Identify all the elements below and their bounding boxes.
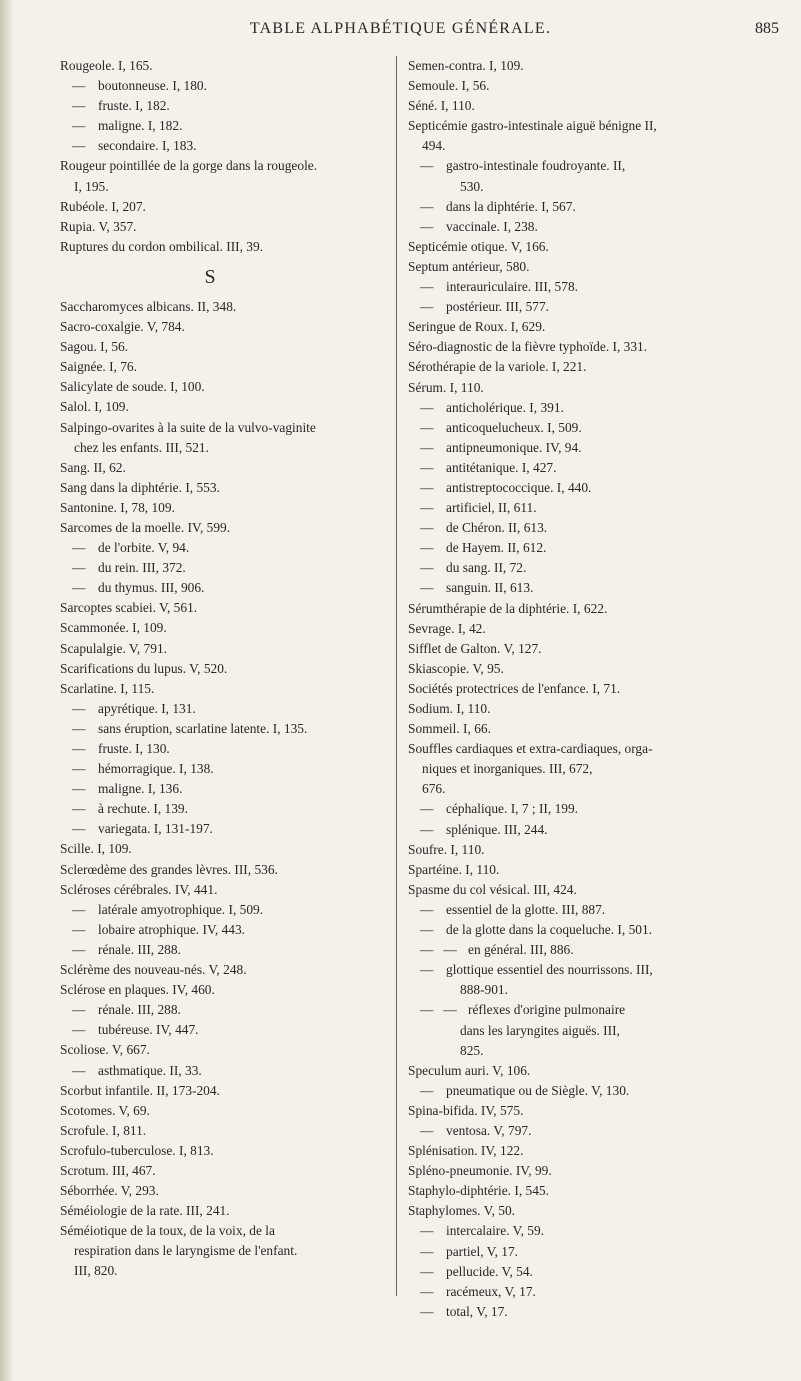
index-entry	[60, 518, 390, 538]
page-number: 885	[755, 20, 779, 37]
index-subentry	[408, 1262, 782, 1282]
entry-continuation: III, 820.	[74, 1263, 118, 1279]
index-entry	[408, 1101, 782, 1121]
index-entry	[60, 337, 390, 357]
entry-text: Salol. I, 109.	[60, 399, 129, 415]
ditto-dash: —	[72, 118, 86, 134]
entry-text: partiel, V, 17.	[446, 1243, 519, 1259]
index-subentry	[60, 1020, 390, 1040]
index-subentry	[408, 438, 782, 458]
index-entry	[60, 237, 390, 257]
entry-text: Scille. I, 109.	[60, 841, 132, 857]
ditto-dash: —	[72, 560, 86, 576]
index-subentry	[60, 719, 390, 739]
index-entry	[408, 1061, 782, 1081]
index-entry	[60, 156, 390, 196]
index-entry	[60, 1040, 390, 1060]
entry-text: variegata. I, 131-197.	[98, 821, 213, 837]
ditto-dash: —	[420, 801, 434, 817]
entry-text: maligne. I, 182.	[98, 118, 183, 134]
index-entry	[60, 1181, 390, 1201]
entry-text: Sclerœdème des grandes lèvres. III, 536.	[60, 861, 278, 877]
entry-text: gastro-intestinale foudroyante. II,	[446, 158, 626, 174]
entry-text: Scléroses cérébrales. IV, 441.	[60, 881, 218, 897]
index-entry	[60, 679, 390, 699]
ditto-dash: —	[420, 218, 434, 234]
index-subentry	[408, 297, 782, 317]
entry-text: Souffles cardiaques et extra-cardiaques, orga-	[408, 741, 653, 757]
entry-text: Scrofule. I, 811.	[60, 1122, 147, 1138]
entry-text: du sang. II, 72.	[446, 560, 527, 576]
index-subentry	[408, 1000, 782, 1060]
index-entry	[60, 458, 390, 478]
entry-text: sans éruption, scarlatine latente. I, 135.	[98, 720, 308, 736]
index-subentry	[408, 940, 782, 960]
index-subentry	[408, 418, 782, 438]
entry-text: vaccinale. I, 238.	[446, 218, 538, 234]
index-entry	[60, 478, 390, 498]
index-subentry	[408, 900, 782, 920]
index-entry	[408, 337, 782, 357]
index-entry	[60, 598, 390, 618]
entry-text: Sociétés protectrices de l'enfance. I, 71.	[408, 680, 621, 696]
entry-text: Staphylomes. V, 50.	[408, 1203, 516, 1219]
entry-text: Sifflet de Galton. V, 127.	[408, 640, 542, 656]
entry-text: Sommeil. I, 66.	[408, 721, 491, 737]
entry-text: Sarcoptes scabiei. V, 561.	[60, 600, 198, 616]
index-subentry	[408, 1081, 782, 1101]
index-entry	[408, 860, 782, 880]
index-subentry	[408, 1121, 782, 1141]
entry-text: Rupia. V, 357.	[60, 218, 137, 234]
ditto-dash: —	[420, 540, 434, 556]
index-subentry	[408, 217, 782, 237]
entry-text: Séro-diagnostic de la fièvre typhoïde. I, 331.	[408, 339, 648, 355]
entry-continuation: 888-901.	[460, 982, 508, 998]
ditto-dash: —	[72, 901, 86, 917]
entry-text: antistreptococcique. I, 440.	[446, 479, 592, 495]
index-entry	[60, 960, 390, 980]
page-edge-shadow	[0, 0, 14, 1381]
ditto-dash: —	[420, 821, 434, 837]
ditto-dash: —	[420, 399, 434, 415]
entry-text: rénale. III, 288.	[98, 1002, 181, 1018]
entry-text: pellucide. V, 54.	[446, 1263, 533, 1279]
entry-text: de Hayem. II, 612.	[446, 540, 547, 556]
entry-text: Sodium. I, 110.	[408, 701, 491, 716]
entry-text: Sang dans la diphtérie. I, 553.	[60, 479, 220, 495]
ditto-dash: —	[72, 801, 86, 817]
index-entry	[60, 197, 390, 217]
index-entry	[60, 317, 390, 337]
ditto-dash: —	[420, 479, 434, 495]
ditto-dash: —	[72, 921, 86, 937]
entry-text: antitétanique. I, 427.	[446, 459, 557, 475]
entry-text: Séméiologie de la rate. III, 241.	[60, 1203, 230, 1219]
entry-text: Scammonée. I, 109.	[60, 620, 167, 636]
entry-text: boutonneuse. I, 180.	[98, 78, 207, 94]
ditto-dash: —	[420, 560, 434, 576]
entry-text: Septicémie gastro-intestinale aiguë bénigne II,	[408, 118, 657, 134]
entry-text: hémorragique. I, 138.	[98, 761, 214, 777]
entry-text: Sclérème des nouveau-nés. V, 248.	[60, 962, 247, 978]
entry-text: Staphylo-diphtérie. I, 545.	[408, 1183, 549, 1199]
entry-text: fruste. I, 130.	[98, 741, 170, 756]
ditto-dash: —	[420, 1303, 434, 1319]
ditto-dash: —	[420, 1223, 434, 1239]
ditto-dash: —	[420, 439, 434, 455]
entry-text: dans la diphtérie. I, 567.	[446, 198, 576, 214]
index-entry	[408, 317, 782, 337]
index-subentry	[408, 478, 782, 498]
index-subentry	[408, 277, 782, 297]
index-entry	[60, 397, 390, 417]
entry-text: Séméiotique de la toux, de la voix, de la	[60, 1223, 275, 1239]
index-entry	[408, 619, 782, 639]
ditto-dash: —	[72, 1002, 86, 1018]
entry-text: artificiel, II, 611.	[446, 500, 537, 516]
ditto-dash: —	[420, 158, 434, 174]
entry-continuation: 494.	[422, 138, 446, 154]
index-entry	[60, 639, 390, 659]
entry-continuation: chez les enfants. III, 521.	[74, 439, 209, 455]
index-entry	[408, 76, 782, 96]
index-entry	[60, 659, 390, 679]
index-subentry	[408, 578, 782, 598]
entry-text: en général. III, 886.	[468, 942, 574, 958]
entry-continuation: dans les laryngites aiguës. III,	[460, 1022, 620, 1038]
ditto-dash: —	[420, 1122, 434, 1138]
index-entry	[60, 56, 390, 76]
index-subentry	[60, 558, 390, 578]
index-subentry	[408, 820, 782, 840]
entry-text: Saignée. I, 76.	[60, 359, 137, 375]
entry-text: de la glotte dans la coqueluche. I, 501.	[446, 922, 652, 938]
ditto-dash: —	[420, 1082, 434, 1098]
entry-text: Santonine. I, 78, 109.	[60, 499, 175, 515]
index-entry	[60, 1081, 390, 1101]
ditto-dash: —	[420, 459, 434, 475]
index-subentry	[408, 518, 782, 538]
ditto-dash: —	[420, 901, 434, 917]
index-subentry	[408, 156, 782, 196]
entry-text: Seringue de Roux. I, 629.	[408, 319, 546, 335]
entry-text: Speculum auri. V, 106.	[408, 1062, 531, 1078]
index-subentry	[408, 1302, 782, 1322]
index-entry	[408, 719, 782, 739]
ditto-dash: —	[72, 821, 86, 837]
entry-text: du thymus. III, 906.	[98, 580, 205, 596]
index-entry	[408, 1201, 782, 1221]
index-subentry	[408, 538, 782, 558]
entry-text: de Chéron. II, 613.	[446, 520, 548, 536]
index-entry	[60, 357, 390, 377]
index-entry	[408, 56, 782, 76]
index-subentry	[408, 398, 782, 418]
ditto-dash: —	[72, 138, 86, 154]
entry-text: Rougeole. I, 165.	[60, 58, 153, 73]
entry-text: anticholérique. I, 391.	[446, 399, 564, 415]
section-letter: S	[204, 265, 216, 288]
index-subentry	[408, 558, 782, 578]
entry-text: Splénisation. IV, 122.	[408, 1143, 524, 1159]
index-subentry	[60, 900, 390, 920]
index-subentry	[408, 1242, 782, 1262]
entry-text: lobaire atrophique. IV, 443.	[98, 921, 246, 937]
index-subentry	[408, 498, 782, 518]
index-subentry	[408, 799, 782, 819]
entry-text: total, V, 17.	[446, 1303, 508, 1319]
running-title: TABLE ALPHABÉTIQUE GÉNÉRALE.	[249, 20, 552, 37]
entry-text: Ruptures du cordon ombilical. III, 39.	[60, 238, 264, 254]
entry-text: Scorbut infantile. II, 173-204.	[60, 1082, 220, 1098]
entry-text: Scarlatine. I, 115.	[60, 680, 155, 696]
entry-text: Séné. I, 110.	[408, 98, 475, 114]
index-entry	[408, 357, 782, 377]
entry-text: Scotomes. V, 69.	[60, 1102, 150, 1118]
index-entry	[60, 297, 390, 317]
entry-text: Scoliose. V, 667.	[60, 1042, 150, 1058]
index-entry	[60, 498, 390, 518]
entry-text: Septum antérieur, 580.	[408, 258, 530, 274]
ditto-dash: —	[420, 580, 434, 596]
index-entry	[408, 1161, 782, 1181]
index-entry	[408, 237, 782, 257]
index-subentry	[60, 1000, 390, 1020]
ditto-dash: —	[420, 520, 434, 536]
index-entry	[60, 1161, 390, 1181]
index-entry	[408, 96, 782, 116]
ditto-dash: — —	[420, 942, 457, 958]
entry-text: interauriculaire. III, 578.	[446, 279, 578, 295]
entry-text: essentiel de la glotte. III, 887.	[446, 901, 606, 917]
entry-text: splénique. III, 244.	[446, 821, 548, 837]
entry-text: Rougeur pointillée de la gorge dans la rougeole.	[60, 158, 318, 174]
ditto-dash: —	[72, 761, 86, 777]
entry-text: asthmatique. II, 33.	[98, 1062, 202, 1078]
entry-text: apyrétique. I, 131.	[98, 700, 196, 716]
ditto-dash: —	[72, 741, 86, 756]
index-entry	[408, 659, 782, 679]
entry-text: Spasme du col vésical. III, 424.	[408, 881, 577, 897]
entry-text: Spina-bifida. IV, 575.	[408, 1102, 524, 1118]
entry-text: Rubéole. I, 207.	[60, 198, 146, 214]
entry-text: postérieur. III, 577.	[446, 299, 550, 315]
ditto-dash: —	[420, 1243, 434, 1259]
index-subentry	[60, 940, 390, 960]
right-column	[408, 56, 782, 1322]
index-entry	[408, 739, 782, 799]
entry-text: pneumatique ou de Siègle. V, 130.	[446, 1082, 630, 1098]
index-entry	[60, 1201, 390, 1221]
page-header	[0, 20, 801, 46]
ditto-dash: —	[72, 98, 86, 114]
entry-text: Sérumthérapie de la diphtérie. I, 622.	[408, 600, 608, 616]
entry-text: antipneumonique. IV, 94.	[446, 439, 582, 455]
index-entry	[408, 257, 782, 277]
ditto-dash: —	[72, 580, 86, 596]
index-subentry	[60, 799, 390, 819]
index-subentry	[408, 960, 782, 1000]
index-subentry	[60, 779, 390, 799]
index-subentry	[60, 759, 390, 779]
entry-text: maligne. I, 136.	[98, 781, 183, 797]
entry-text: ventosa. V, 797.	[446, 1122, 532, 1138]
ditto-dash: —	[420, 1263, 434, 1279]
entry-text: Saccharomyces albicans. II, 348.	[60, 298, 237, 314]
entry-text: Sarcomes de la moelle. IV, 599.	[60, 519, 231, 535]
entry-text: céphalique. I, 7 ; II, 199.	[446, 801, 579, 817]
index-subentry	[408, 1221, 782, 1241]
entry-continuation: I, 195.	[74, 178, 109, 194]
ditto-dash: —	[420, 500, 434, 516]
ditto-dash: —	[420, 419, 434, 435]
ditto-dash: —	[72, 78, 86, 94]
entry-continuation: respiration dans le laryngisme de l'enfant.	[74, 1243, 298, 1259]
ditto-dash: —	[420, 1283, 434, 1299]
entry-text: Semoule. I, 56.	[408, 78, 490, 94]
entry-text: Spartéine. I, 110.	[408, 861, 500, 877]
index-entry	[60, 217, 390, 237]
entry-text: Scarifications du lupus. V, 520.	[60, 660, 228, 676]
ditto-dash: —	[420, 922, 434, 938]
entry-text: Skiascopie. V, 95.	[408, 660, 504, 676]
entry-text: Salpingo-ovarites à la suite de la vulvo-vaginite	[60, 419, 316, 435]
index-entry	[60, 980, 390, 1000]
index-entry	[60, 377, 390, 397]
index-entry	[60, 1141, 390, 1161]
entry-text: sanguin. II, 613.	[446, 580, 534, 596]
index-subentry	[60, 819, 390, 839]
index-subentry	[60, 578, 390, 598]
entry-text: Séborrhée. V, 293.	[60, 1183, 159, 1199]
entry-text: Sérum. I, 110.	[408, 379, 484, 395]
entry-continuation: 825.	[460, 1042, 484, 1058]
entry-continuation: niques et inorganiques. III, 672,	[422, 761, 593, 777]
index-entry	[60, 618, 390, 638]
index-entry	[60, 1221, 390, 1281]
ditto-dash: —	[420, 198, 434, 214]
entry-text: intercalaire. V, 59.	[446, 1223, 545, 1239]
index-entry	[60, 860, 390, 880]
column-divider	[396, 56, 397, 1296]
index-subentry	[60, 1061, 390, 1081]
index-entry	[60, 418, 390, 458]
ditto-dash: —	[72, 941, 86, 957]
entry-continuation: 676.	[422, 781, 446, 797]
entry-text: secondaire. I, 183.	[98, 138, 197, 154]
entry-text: Soufre. I, 110.	[408, 841, 485, 857]
entry-text: Semen-contra. I, 109.	[408, 58, 524, 73]
entry-text: fruste. I, 182.	[98, 98, 170, 114]
index-subentry	[408, 1282, 782, 1302]
left-column	[60, 56, 390, 1282]
index-entry	[408, 840, 782, 860]
entry-text: Spléno-pneumonie. IV, 99.	[408, 1163, 552, 1179]
entry-text: rénale. III, 288.	[98, 941, 181, 957]
ditto-dash: —	[72, 781, 86, 797]
index-subentry	[60, 76, 390, 96]
entry-text: Scapulalgie. V, 791.	[60, 640, 167, 656]
index-entry	[60, 839, 390, 859]
index-subentry	[60, 699, 390, 719]
ditto-dash: — —	[420, 1002, 457, 1018]
entry-text: Sevrage. I, 42.	[408, 620, 486, 636]
entry-text: à rechute. I, 139.	[98, 801, 188, 817]
index-subentry	[60, 116, 390, 136]
index-subentry	[60, 136, 390, 156]
entry-text: de l'orbite. V, 94.	[98, 540, 190, 556]
index-subentry	[60, 538, 390, 558]
index-entry	[408, 699, 782, 719]
index-entry	[408, 1181, 782, 1201]
entry-text: du rein. III, 372.	[98, 560, 186, 576]
index-entry	[408, 599, 782, 619]
index-subentry	[60, 739, 390, 759]
entry-text: Scrofulo-tuberculose. I, 813.	[60, 1142, 214, 1158]
index-entry	[60, 880, 390, 900]
index-entry	[408, 880, 782, 900]
index-entry	[408, 378, 782, 398]
ditto-dash: —	[420, 299, 434, 315]
ditto-dash: —	[420, 279, 434, 295]
entry-text: Salicylate de soude. I, 100.	[60, 379, 205, 395]
index-entry	[408, 1141, 782, 1161]
ditto-dash: —	[420, 962, 434, 978]
entry-text: racémeux, V, 17.	[446, 1283, 536, 1299]
ditto-dash: —	[72, 1022, 86, 1038]
entry-text: Sacro-coxalgie. V, 784.	[60, 319, 185, 335]
index-entry	[408, 639, 782, 659]
index-entry	[408, 116, 782, 156]
entry-text: glottique essentiel des nourrissons. III,	[446, 962, 653, 978]
index-subentry	[60, 920, 390, 940]
entry-continuation: 530.	[460, 178, 484, 194]
index-subentry	[408, 458, 782, 478]
index-subentry	[408, 920, 782, 940]
index-entry	[60, 1101, 390, 1121]
ditto-dash: —	[72, 700, 86, 716]
index-entry	[408, 679, 782, 699]
index-subentry	[60, 96, 390, 116]
entry-text: Sérothérapie de la variole. I, 221.	[408, 359, 587, 375]
entry-text: tubéreuse. IV, 447.	[98, 1022, 199, 1038]
entry-text: Septicémie otique. V, 166.	[408, 238, 549, 254]
entry-text: réflexes d'origine pulmonaire	[468, 1002, 626, 1018]
entry-text: Sclérose en plaques. IV, 460.	[60, 982, 215, 998]
entry-text: Sang. II, 62.	[60, 459, 126, 475]
ditto-dash: —	[72, 540, 86, 556]
entry-text: anticoquelucheux. I, 509.	[446, 419, 582, 435]
index-entry	[60, 1121, 390, 1141]
index-subentry	[408, 197, 782, 217]
ditto-dash: —	[72, 720, 86, 736]
entry-text: Sagou. I, 56.	[60, 339, 129, 355]
ditto-dash: —	[72, 1062, 86, 1078]
entry-text: latérale amyotrophique. I, 509.	[98, 901, 264, 917]
entry-text: Scrotum. III, 467.	[60, 1162, 156, 1178]
